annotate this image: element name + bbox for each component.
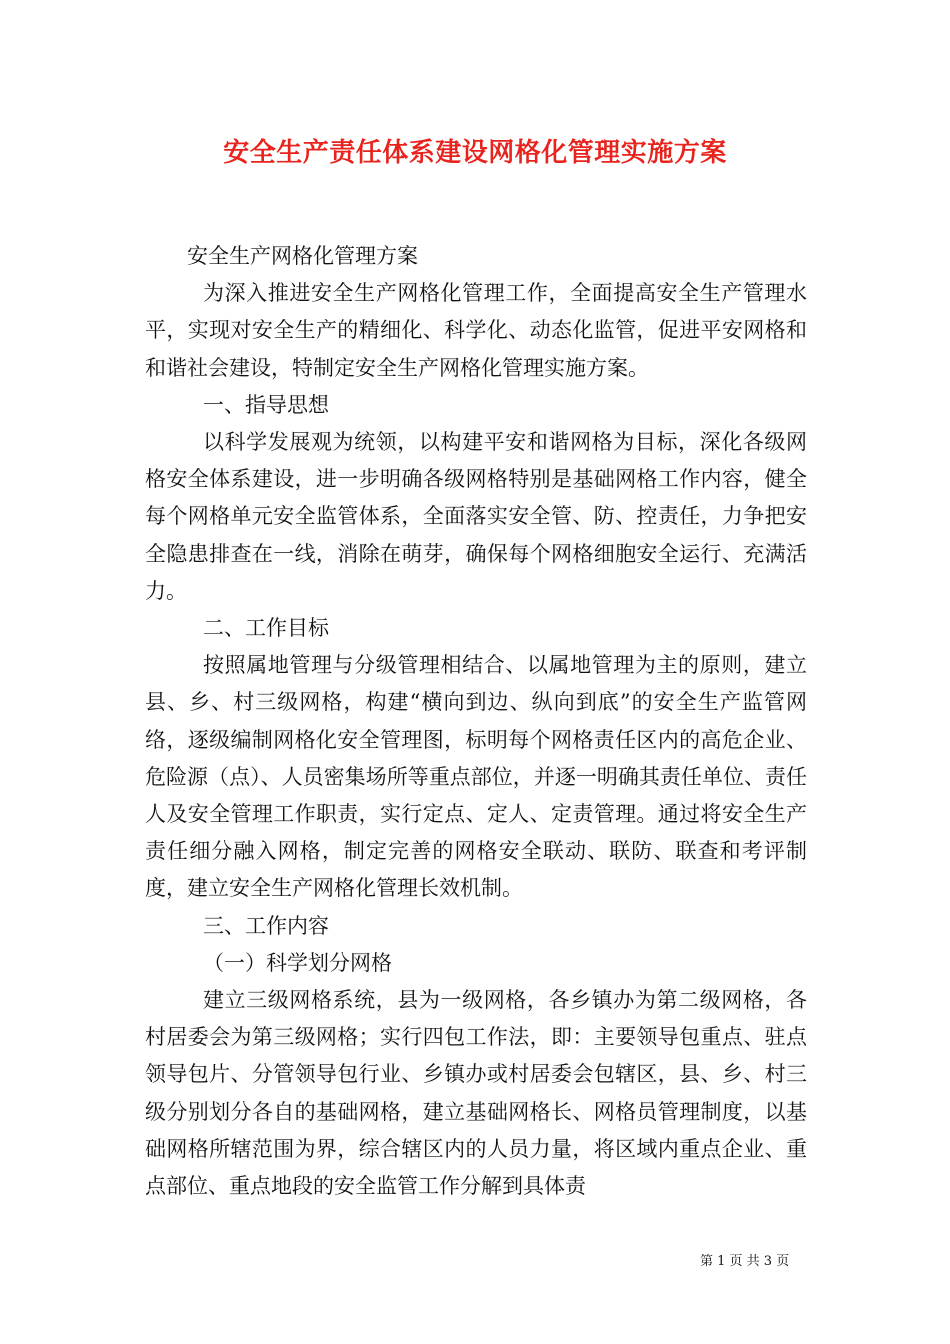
paragraph-work-goals: 按照属地管理与分级管理相结合、以属地管理为主的原则，建立县、乡、村三级网格，构建“横向到边、纵向到底”的安全生产监管网络，逐级编制网格化安全管理图，标明每个网格责任区内的高危企业、危险源（点）、人员密集场所等重点部位，并逐一明确其责任单位、责任人及安全管理工作职责，实行定点、定人、定责管理。通过将安全生产责任细分融入网格，制定完善的网格安全联动、联防、联查和考评制度，建立安全生产网格化管理长效机制。 (145, 653, 807, 901)
intro-paragraph: 为深入推进安全生产网格化管理工作，全面提高安全生产管理水平，实现对安全生产的精细化、科学化、动态化监管，促进平安网格和和谐社会建设，特制定安全生产网格化管理实施方案。 (145, 281, 807, 380)
section-heading-1: 一、指导思想 (203, 392, 329, 417)
section-heading-3: 三、工作内容 (203, 913, 329, 938)
subtitle: 安全生产网格化管理方案 (187, 244, 418, 268)
page-number: 第 1 页 共 3 页 (700, 1254, 790, 1269)
section-heading-2: 二、工作目标 (203, 616, 329, 641)
paragraph-guiding-ideology: 以科学发展观为统领，以构建平安和谐网格为目标，深化各级网格安全体系建设，进一步明确各级网格特别是基础网格工作内容，健全每个网格单元安全监管体系，全面落实安全管、防、控责任，力争把安全隐患排查在一线，消除在萌芽，确保每个网格细胞安全运行、充满活力。 (145, 430, 807, 603)
document-title: 安全生产责任体系建设网格化管理实施方案 (223, 138, 727, 168)
subsection-heading-1: （一）科学划分网格 (203, 950, 392, 975)
document-body (145, 238, 807, 1205)
paragraph-grid-division: 建立三级网格系统，县为一级网格，各乡镇办为第二级网格，各村居委会为第三级网格；实行四包工作法，即：主要领导包重点、驻点领导包片、分管领导包行业、乡镇办或村居委会包辖区，县、乡、村三级分别划分各自的基础网格，建立基础网格长、网格员管理制度，以基础网格所辖范围为界，综合辖区内的人员力量，将区域内重点企业、重点部位、重点地段的安全监管工作分解到具体责 (145, 988, 807, 1199)
